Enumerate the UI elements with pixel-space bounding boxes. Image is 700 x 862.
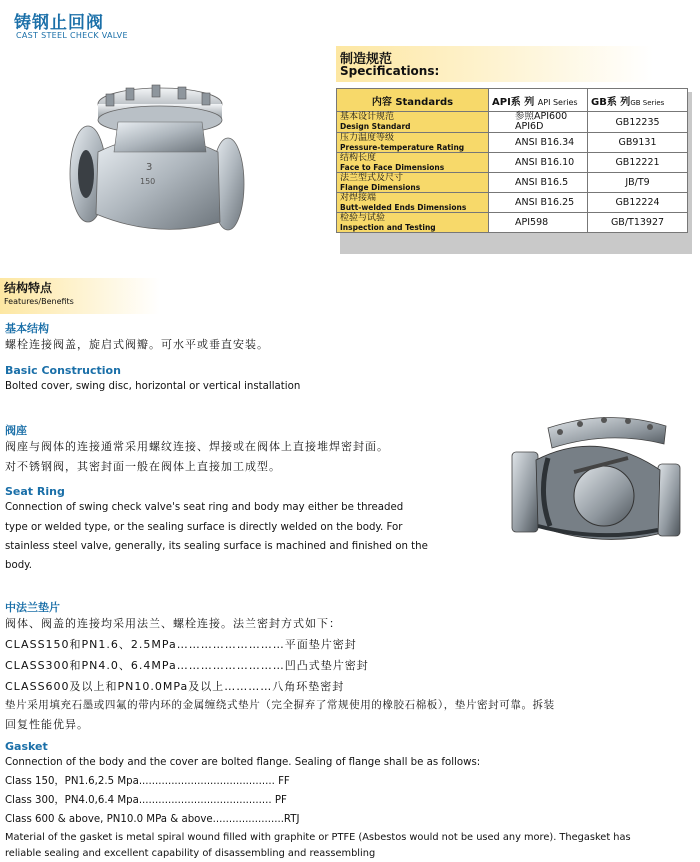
valve-cutaway-image <box>508 408 686 548</box>
gasket-line-3: Class 300，PN4.0,6.4 Mpa......................................... PF <box>5 795 287 806</box>
basic-text-cn: 螺栓连接阀盖，旋启式阀瓣。可水平或垂直安装。 <box>5 338 269 351</box>
gasket-title-en: Gasket <box>5 740 48 753</box>
specifications-table <box>336 88 688 233</box>
table-row: 基本设计规范 Design Standard 参照API600 API6D GB12235 <box>337 112 688 133</box>
col-header-gb: GB系 列GB Series <box>588 89 688 112</box>
flange-gasket-line-2: CLASS150和PN1.6、2.5MPa………………………平面垫片密封 <box>5 638 357 651</box>
seat-text-en-1: Connection of swing check valve's seat ring and body may either be threaded <box>5 502 404 513</box>
col-header-api: API系 列 API Series <box>489 89 588 112</box>
page-title: 铸钢止回阀 <box>14 13 104 33</box>
col-header-standards: 内容 Standards <box>337 89 489 112</box>
flange-gasket-title-cn: 中法兰垫片 <box>5 601 60 614</box>
flange-gasket-line-1: 阀体、阀盖的连接均采用法兰、螺栓连接。法兰密封方式如下： <box>5 617 341 630</box>
flange-gasket-line-4: CLASS600及以上和PN10.0MPa及以上…………八角环垫密封 <box>5 680 345 693</box>
seat-text-en-3: stainless steel valve, generally, its sealing surface is machined and finished on the <box>5 541 428 552</box>
gasket-line-2: Class 150，PN1.6,2.5 Mpa.......................................... FF <box>5 776 290 787</box>
specifications-title-en: Specifications: <box>340 64 440 78</box>
seat-text-cn-2: 对不锈钢阀，其密封面一般在阀体上直接加工成型。 <box>5 460 281 473</box>
seat-text-en-4: body. <box>5 560 32 571</box>
valve-photo <box>68 82 248 242</box>
table-row: 对焊接端 Butt-welded Ends Dimensions ANSI B16.25 GB12224 <box>337 193 688 213</box>
gasket-line-5: Material of the gasket is metal spiral wound filled with graphite or PTFE (Asbestos would not be used any more). Thegasket has <box>5 832 631 843</box>
basic-title-en: Basic Construction <box>5 364 121 377</box>
seat-title-en: Seat Ring <box>5 485 65 498</box>
table-row: 法兰型式及尺寸 Flange Dimensions ANSI B16.5 JB/T9 <box>337 173 688 193</box>
seat-text-en-2: type or welded type, or the sealing surface is directly welded on the body. For <box>5 522 403 533</box>
basic-title-cn: 基本结构 <box>5 322 49 335</box>
specifications-title-cn: 制造规范 <box>340 52 393 67</box>
table-header-row <box>337 89 688 112</box>
svg-text:3: 3 <box>146 162 153 173</box>
svg-text:150: 150 <box>140 177 156 186</box>
table-row: 检验与试验 Inspection and Testing API598 GB/T13927 <box>337 213 688 233</box>
flange-gasket-line-3: CLASS300和PN4.0、6.4MPa………………………凹凸式垫片密封 <box>5 659 369 672</box>
flange-gasket-line-6: 回复性能优异。 <box>5 718 89 731</box>
seat-title-cn: 阀座 <box>5 424 27 437</box>
gasket-line-6: reliable sealing and excellent capability of disassembling and reassembling <box>5 848 376 859</box>
flange-gasket-line-5: 垫片采用填充石墨或四氟的带内环的金属缠绕式垫片（完全摒弃了常规使用的橡胶石棉板），垫片密封可靠。拆装 <box>5 699 555 711</box>
page-subtitle: CAST STEEL CHECK VALVE <box>16 31 128 40</box>
features-title-cn: 结构特点 <box>4 281 53 295</box>
table-row: 压力温度等级 Pressure-temperature Rating ANSI B16.34 GB9131 <box>337 133 688 153</box>
basic-text-en: Bolted cover, swing disc, horizontal or vertical installation <box>5 381 301 392</box>
seat-text-cn-1: 阀座与阀体的连接通常采用螺纹连接、焊接或在阀体上直接堆焊密封面。 <box>5 440 389 453</box>
table-row: 结构长度 Face to Face Dimensions ANSI B16.10 GB12221 <box>337 153 688 173</box>
gasket-line-1: Connection of the body and the cover are bolted flange. Sealing of flange shall be as follows: <box>5 757 481 768</box>
gasket-line-4: Class 600 & above, PN10.0 MPa & above......................RTJ <box>5 814 300 825</box>
features-title-en: Features/Benefits <box>4 297 74 306</box>
